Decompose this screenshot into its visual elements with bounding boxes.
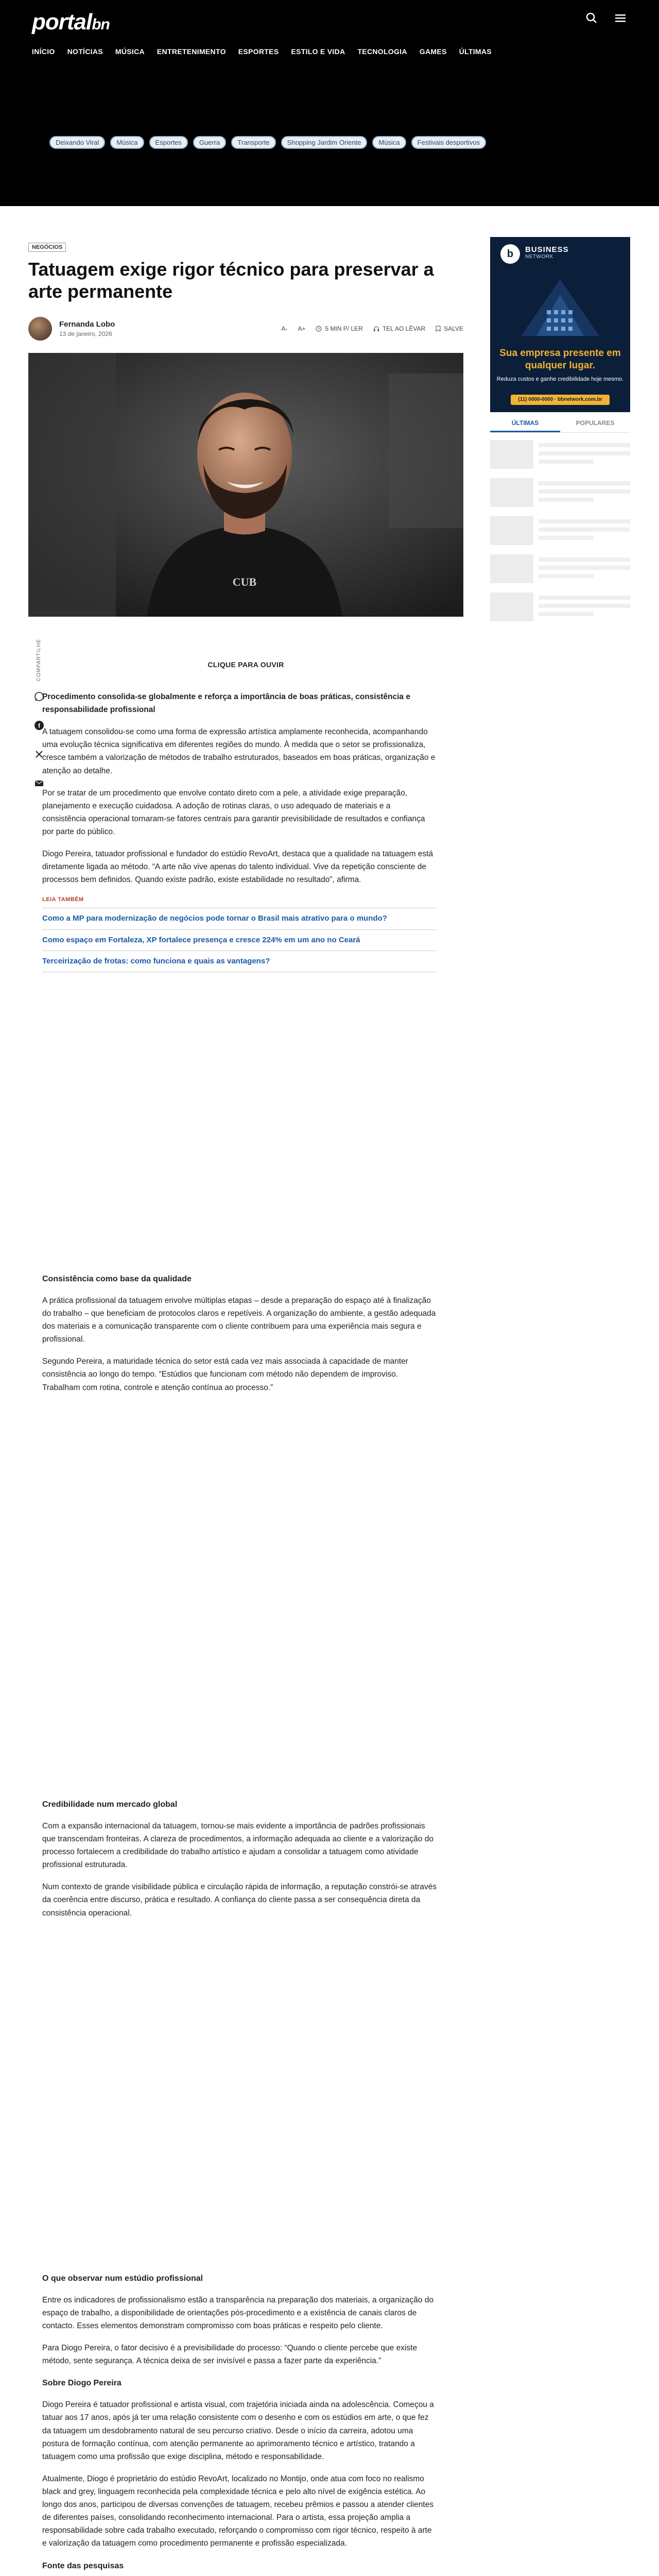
paragraph: Atualmente, Diogo é proprietário do estúdio RevoArt, localizado no Montijo, onde atua com foco no realismo black and grey, linguagem reconhecida pela complexidade técnica e pelo alto nível de exigência estética. Ao longo dos anos, participou de diversas convenções de tatuagem, recebeu prêmios e passou a atender clientes de diferentes países, consolidando reconhecimento internacional. Para o artista, essa projeção amplia a responsabilidade sobre cada trabalho executado, reforçando o compromisso com rigor técnico, respeito à arte e valorização da tatuagem como procedimento permanente e profissão especializada. (42, 2474, 433, 2548)
nav-item-ultimas[interactable]: ÚLTIMAS (459, 47, 492, 56)
related-link[interactable]: Como a MP para modernização de negócios pode tornar o Brasil mais atrativo para o mundo? (42, 908, 437, 929)
nav-item-inicio[interactable]: INÍCIO (32, 47, 55, 56)
tag-chip[interactable]: Transporte (231, 136, 275, 149)
nav-item-entretenimento[interactable]: ENTRETENIMENTO (157, 47, 226, 56)
tab-ultimas[interactable]: ÚLTIMAS (490, 415, 560, 432)
font-increase-button[interactable]: A+ (298, 325, 306, 333)
ad-brand: BUSINESS NETWORK (525, 245, 569, 260)
paragraph: Diogo Pereira é tatuador profissional e artista visual, com trajetória iniciada ainda na adolescência. Começou a tatuar aos 17 anos, após já ter uma relação consistente com o desenho e com os estúdios em arte, o que fez da tatuagem um desdobramento natural de seu percurso criativo. Desde o início da carreira, adotou uma postura de formação contínua, com atenção permanente ao aprimoramento técnico e artístico, tratando a tatuagem como uma profissão que exige disciplina, método e responsabilidade. (42, 2400, 434, 2461)
nav-item-esportes[interactable]: ESPORTES (238, 47, 279, 56)
tag-chip[interactable]: Shopping Jardim Oriente (281, 136, 368, 149)
building-illustration (511, 274, 610, 336)
listen-label[interactable]: CLIQUE PARA OUVIR (207, 660, 284, 669)
hero-image (28, 353, 463, 617)
paragraph: Entre os indicadores de profissionalismo estão a transparência na preparação dos materiais, a organização do espaço de trabalho, a disponibilidade de orientações pós-procedimento e a existência de canais claros de contacto. Esses elementos demonstram compromisso com boas práticas e respeito pelo cliente. (42, 2295, 433, 2331)
list-item[interactable] (490, 554, 630, 583)
ad-cta[interactable]: (11) 0000-0000 · bbnetwork.com.br (511, 395, 610, 405)
avatar (28, 317, 52, 341)
tag-chip[interactable]: Festivais desportivos (411, 136, 486, 149)
section-heading: Consistência como base da qualidade (42, 1275, 192, 1283)
share-label: COMPARTILHE (36, 639, 42, 682)
article-meta (28, 317, 463, 341)
font-decrease-button[interactable]: A- (281, 325, 288, 333)
paragraph: Num contexto de grande visibilidade pública e circulação rápida de informação, a reputação constrói-se através da coerência entre discurso, prática e resultado. A confiança do cliente passa a ser consequência direta da consistência operacional. (42, 1883, 437, 1918)
author-name[interactable]: Fernanda Lobo (59, 320, 115, 329)
nav-item-games[interactable]: GAMES (419, 47, 447, 56)
save-button[interactable]: SALVE (436, 325, 463, 332)
svg-text:f: f (38, 722, 40, 730)
sidebar-tabs (490, 415, 630, 433)
article-title: Tatuagem exige rigor técnico para preservar a arte permanente (28, 259, 434, 302)
publish-date: 13 de janeiro, 2026 (59, 330, 112, 338)
bookmark-icon (436, 326, 441, 332)
menu-icon[interactable] (614, 12, 627, 26)
related-links (42, 895, 437, 972)
section-heading: Credibilidade num mercado global (42, 1800, 178, 1809)
sidebar-list (490, 440, 630, 621)
shirt-print: CUB (232, 575, 257, 589)
nav-item-estilo-e-vida[interactable]: ESTILO E VIDA (291, 47, 345, 56)
paragraph: A tatuagem consolidou-se como uma forma de expressão artística amplamente reconhecida, acompanhando uma evolução técnica significativa em diferentes regiões do mundo. À medida que o setor se profissionaliza, cresce também a valorização de métodos de trabalho estruturados, baseados em boas práticas, organização e atenção ao detalhe. (42, 727, 436, 775)
author-block (28, 317, 115, 341)
paragraph: Segundo Pereira, a maturidade técnica do setor está cada vez mais associada à capacidade de manter consistência ao longo do tempo. “Estúdios que funcionam com método não dependem de improviso. Trabalham com rotina, controle e atenção contínua ao processo.” (42, 1357, 408, 1392)
tab-populares[interactable]: POPULARES (576, 419, 615, 427)
tag-chip[interactable]: Guerra (193, 136, 226, 149)
ad-subtext: Reduza custos e ganhe credibilidade hoje mesmo. (496, 376, 624, 382)
nav-item-noticias[interactable]: NOTÍCIAS (67, 47, 103, 56)
tag-chip[interactable]: Esportes (149, 136, 188, 149)
tag-chip[interactable]: Deixando Viral (49, 136, 105, 149)
list-item[interactable] (490, 516, 630, 545)
related-label: LEIA TAMBÉM (42, 896, 84, 903)
search-icon[interactable] (585, 12, 598, 26)
section-heading: O que observar num estúdio profissional (42, 2274, 203, 2283)
article-lead: Procedimento consolida-se globalmente e reforça a importância de boas práticas, consistência e responsabilidade profissional (42, 692, 410, 715)
clock-icon (316, 326, 322, 332)
section-heading: Sobre Diogo Pereira (42, 2379, 122, 2388)
related-link[interactable]: Terceirização de frotas: como funciona e quais as vantagens? (42, 951, 437, 972)
read-time: 5 MIN P/ LER (316, 325, 362, 332)
site-logo[interactable]: portalbn (32, 9, 110, 35)
related-link[interactable]: Como espaço em Fortaleza, XP fortalece presença e cresce 224% em um ano no Ceará (42, 930, 437, 951)
tag-chip[interactable]: Música (110, 136, 144, 149)
paragraph: A prática profissional da tatuagem envolve múltiplas etapas – desde a preparação do espaço até à finalização do trabalho – que beneficiam de protocolos claros e repetíveis. A organização do ambiente, a gestão adequada dos materiais e a comunicação transparente com o cliente contribuem para uma experiência mais segura e profissional. (42, 1296, 436, 1344)
ad-headline: Sua empresa presente em qualquer lugar. (499, 348, 621, 371)
article-body-intro (42, 690, 437, 972)
paragraph: Com a expansão internacional da tatuagem, tornou-se mais evidente a importância de padrões profissionais que transcendam fronteiras. A clareza de procedimentos, a informação adequada ao cliente e a valorização do processo fortalecem a credibilidade do trabalho artístico e ajudam a consolidar a tatuagem como atividade profissional estruturada. (42, 1821, 433, 1870)
section-consistencia (42, 1273, 437, 1403)
paragraph: Diogo Pereira, tatuador profissional e fundador do estúdio RevoArt, destaca que a qualidade na tatuagem está diretamente ligada ao método. “A arte não vive apenas do talento individual. Vive da repetição consciente de processos bem definidos. Quando existe padrão, existe estabilidade no resultado”, afirma. (42, 850, 433, 885)
list-item[interactable] (490, 592, 630, 621)
ad-logo: b (500, 244, 520, 264)
list-item[interactable] (490, 440, 630, 469)
sidebar (490, 237, 630, 631)
article-tools (281, 325, 463, 332)
trending-tags (49, 136, 616, 149)
list-item[interactable] (490, 478, 630, 507)
listen-button[interactable]: TEL AO LÊVAR (373, 325, 425, 332)
section-credibilidade (42, 1798, 437, 1929)
section-estudio (42, 2272, 437, 2576)
nav-item-tecnologia[interactable]: TECNOLOGIA (357, 47, 407, 56)
site-header (0, 0, 659, 206)
main-nav (32, 47, 492, 56)
tag-chip[interactable]: Música (372, 136, 406, 149)
headphones-icon (373, 326, 379, 332)
nav-item-musica[interactable]: MÚSICA (115, 47, 145, 56)
paragraph: Para Diogo Pereira, o fator decisivo é a previsibilidade do processo: “Quando o cliente percebe que existe método, sente segurança. A técnica deixa de ser invisível e passa a fazer parte da experiência.” (42, 2344, 418, 2366)
category-badge[interactable]: NEGÓCIOS (28, 243, 66, 252)
section-heading: Fonte das pesquisas (42, 2561, 124, 2570)
sidebar-ad[interactable] (490, 237, 630, 412)
paragraph: Por se tratar de um procedimento que envolve contato direto com a pele, a atividade exige preparação, planejamento e execução cuidadosa. A adoção de rotinas claras, o uso adequado de materiais e a consistência operacional tornaram-se fatores centrais para garantir previsibilidade de resultados e confiança por parte do público. (42, 788, 425, 836)
